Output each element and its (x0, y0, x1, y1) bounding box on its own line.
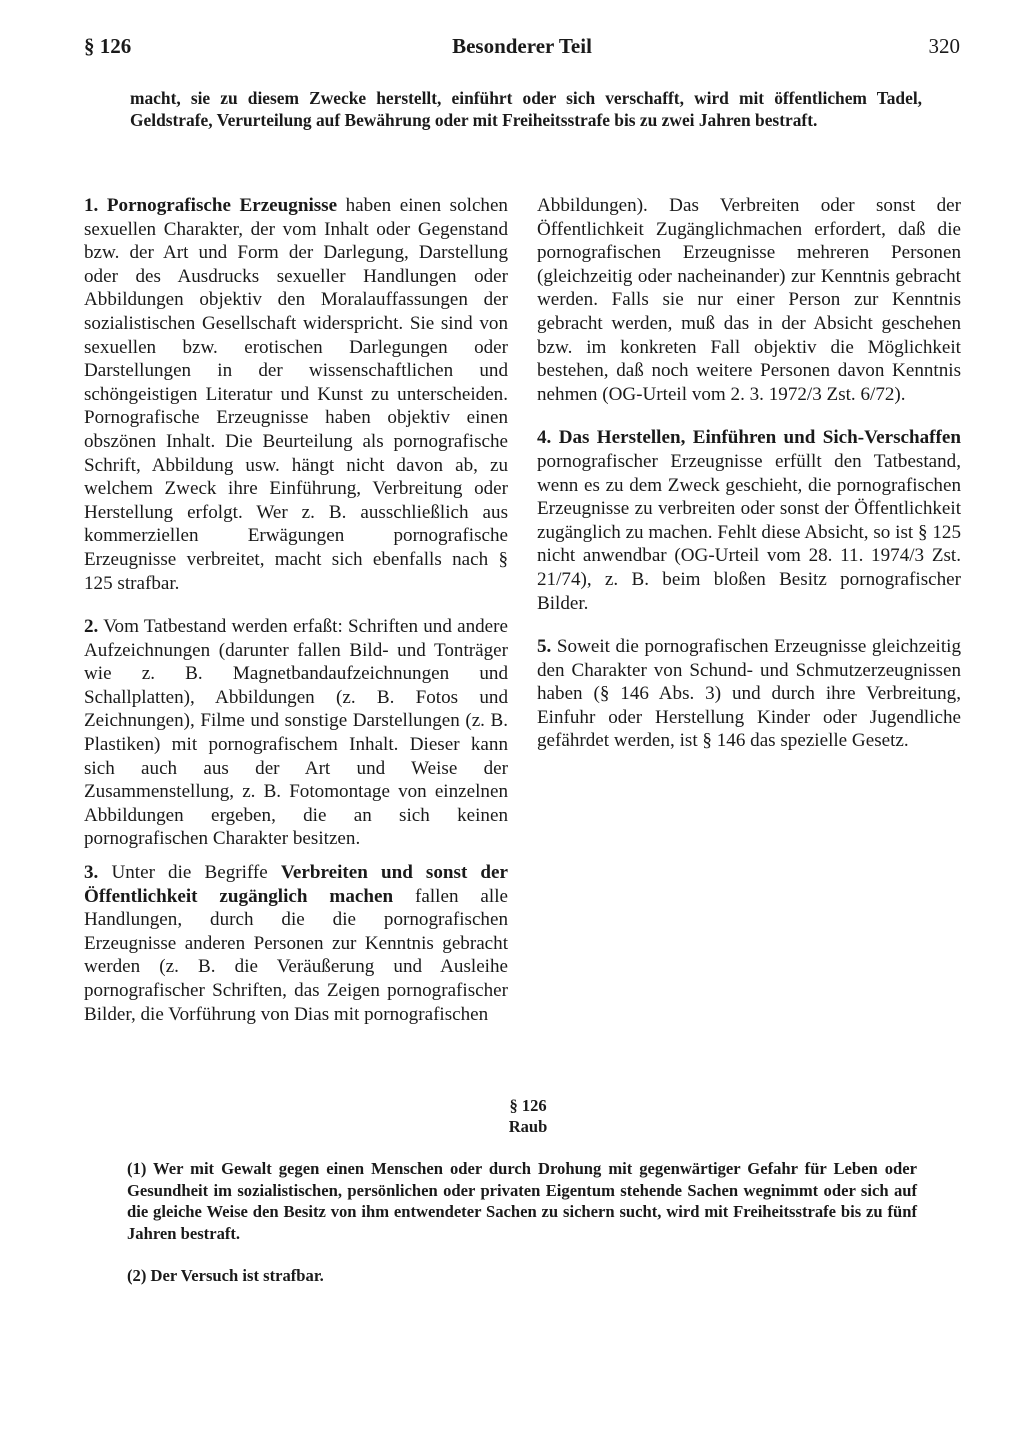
commentary-note-3 (84, 861, 508, 1026)
section-126-text (127, 1158, 917, 1287)
header-section-number: § 126 (84, 34, 132, 58)
note-text: Soweit die pornografischen Erzeugnisse gleichzeitig den Charakter von Schund- und Schmutzerzeugnissen haben (§ 146 Abs. 3) und durch ihre Verbreitung, Einfuhr oder Herstellung Kinder oder Jugendliche gefährdet werden, ist § 146 das spezielle Gesetz. (537, 636, 961, 752)
commentary-note-2 (84, 615, 508, 851)
commentary-note-4 (537, 426, 961, 615)
commentary-column-left (84, 194, 508, 1026)
note-number: 5. (537, 636, 552, 658)
note-text-prefix: Unter die Begriffe (111, 862, 281, 884)
note-term: Verbreiten und sonst der Öffentlichkeit zugänglich machen (84, 862, 508, 907)
section-heading (0, 1095, 1024, 1137)
note-number: 3. (84, 862, 99, 884)
page-number: 320 (928, 34, 960, 58)
note-number: 2. (84, 616, 99, 638)
commentary-note-3-continued: Abbildungen). Das Verbreiten oder sonst der Öffentlichkeit Zugänglichmachen erfordert, daß die pornografischen Erzeugnisse mehreren Personen (gleichzeitig oder nacheinander) zur Kenntnis gebracht werden. Falls sie nur einer Person zur Kenntnis gebracht werden, muß das in der Absicht geschehen bzw. im konkreten Fall objektiv die Möglichkeit bestehen, daß noch weitere Personen davon Kenntnis nehmen (OG-Urteil vom 2. 3. 1972/3 Zst. 6/72). (537, 195, 961, 405)
running-header (84, 34, 960, 68)
note-text: haben einen solchen sexuellen Charakter, der vom Inhalt oder Gegenstand bzw. der Art und Form der Darlegung, Darstellung oder des Ausdrucks sexueller Handlungen oder Abbildungen objektiv den Moralauffassungen der sozialistischen Gesellschaft widerspricht. Sie sind von sexuellen bzw. erotischen Darlegungen oder Darstellungen in der wissenschaftlichen und schöngeistigen Literatur und Kunst zu unterscheiden. Pornografische Erzeugnisse haben objektiv einen obszönen Inhalt. Die Beurteilung als pornografische Schrift, Abbildung usw. hängt nicht davon ab, zu welchem Zweck ihre Einführung, Verbreitung oder Herstellung erfolgt. Wer z. B. ausschließlich aus kommerziellen Erwägungen pornografische Erzeugnisse verbreitet, macht sich ebenfalls nach § 125 strafbar. (84, 195, 508, 594)
note-term: Das Herstellen, Einführen und Sich-Verschaffen (558, 427, 961, 449)
commentary-column-right (537, 194, 961, 753)
note-text: Vom Tatbestand werden erfaßt: Schriften und andere Aufzeichnungen (darunter fallen Bild- und Tonträger wie z. B. Magnetbandaufzeichnungen und Schallplatten), Abbildungen (z. B. Fotos und Zeichnungen), Filme und sonstige Darstellungen (z. B. Plastiken) mit pornografischem Inhalt. Dieser kann sich auch aus der Art und Weise der Zusammenstellung, z. B. Fotomontage von einzelnen Abbildungen ergeben, die an sich keinen pornografischen Charakter besitzen. (84, 616, 508, 850)
commentary-note-1 (84, 194, 508, 595)
note-number: 4. (537, 427, 552, 449)
note-term: Pornografische Erzeugnisse (106, 195, 338, 216)
section-number: § 126 (509, 1096, 547, 1115)
section-paragraph-2: (2) Der Versuch ist strafbar. (127, 1266, 324, 1285)
note-text: pornografischer Erzeugnisse erfüllt den Tatbestand, wenn es zu dem Zweck geschieht, die pornografischen Erzeugnisse zu verbreiten oder sonst der Öffentlichkeit zugänglich zu machen. Fehlt diese Absicht, so ist § 125 nicht anwendbar (OG-Urteil vom 28. 11. 1974/3 Zst. 21/74), z. B. beim bloßen Besitz pornografischer Bilder. (537, 450, 961, 614)
statute-continuation-text: macht, sie zu diesem Zwecke herstellt, einführt oder sich verschafft, wird mit öffentlichem Tadel, Geldstrafe, Verurteilung auf Bewährung oder mit Freiheitsstrafe bis zu zwei Jahren bestraft. (130, 88, 922, 130)
section-title: Raub (508, 1117, 548, 1136)
section-paragraph-1: (1) Wer mit Gewalt gegen einen Menschen oder durch Drohung mit gegenwärtiger Gefahr für Leben oder Gesundheit im sozialistischen, persönlichen oder privaten Eigentum stehende Sachen wegnimmt oder sich auf die gleiche Weise den Besitz von ihm entwendeter Sachen zu sichern sucht, wird mit Freiheitsstrafe bis zu fünf Jahren bestraft. (127, 1159, 917, 1243)
commentary-note-5 (537, 635, 961, 753)
note-text: fallen alle Handlungen, durch die die pornografischen Erzeugnisse anderen Personen zur Kenntnis gebracht werden (z. B. die Veräußerung und Ausleihe pornografischer Schriften, das Zeigen pornografischer Bilder, die Vorführung von Dias mit pornografischen (84, 885, 508, 1025)
note-number: 1. (84, 195, 99, 216)
header-title: Besonderer Teil (452, 34, 592, 58)
